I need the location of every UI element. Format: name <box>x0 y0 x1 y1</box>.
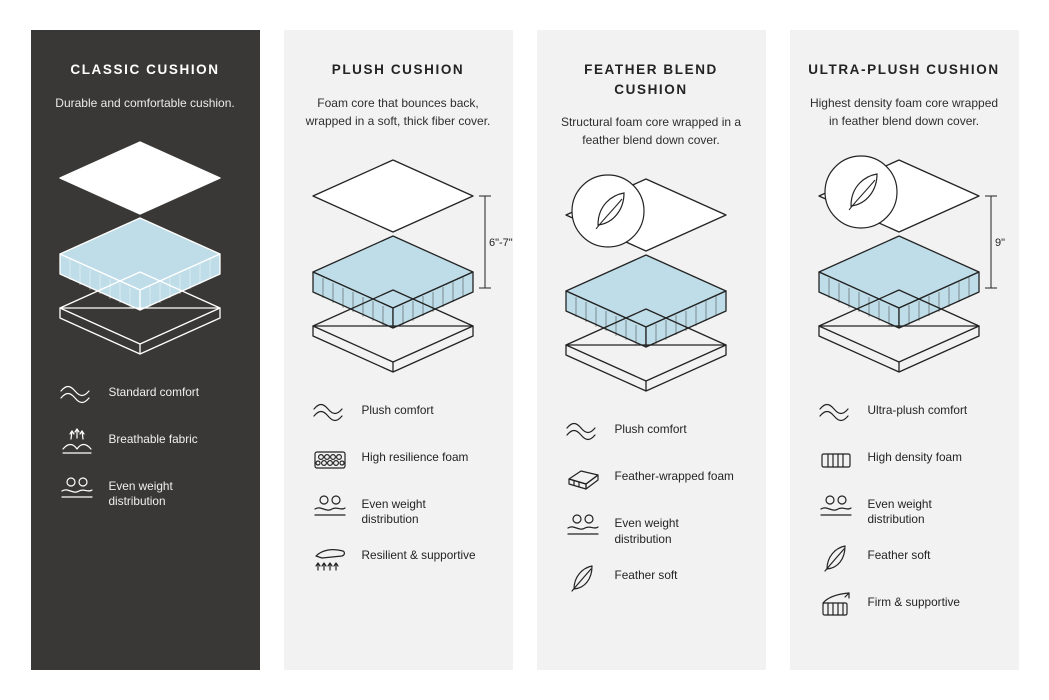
cushion-stack-illustration <box>293 140 513 390</box>
feature-list <box>49 378 242 511</box>
feature-item <box>310 443 495 477</box>
even-weight-icon <box>816 490 856 524</box>
feature-item <box>563 462 748 496</box>
wave-comfort-icon <box>57 378 97 412</box>
even-weight-icon <box>563 509 603 543</box>
feature-item <box>816 443 1001 477</box>
wave-comfort-icon <box>563 415 603 449</box>
breathable-fabric-icon <box>57 425 97 459</box>
feature-label: Even weight distribution <box>361 496 426 527</box>
feature-list <box>302 396 495 576</box>
leaf-badge <box>572 175 644 247</box>
density-foam-icon <box>816 443 856 477</box>
cushion-card-plush-cushion[interactable] <box>284 30 513 670</box>
cushion-stack-illustration <box>546 159 756 409</box>
feature-label: Breathable fabric <box>108 431 198 446</box>
feature-label: Firm & supportive <box>867 595 960 610</box>
cushion-stack-illustration <box>40 122 250 372</box>
card-description: Highest density foam core wrapped in feather blend down cover. <box>809 95 999 128</box>
cushion-card-ultra-plush-cushion[interactable] <box>790 30 1019 670</box>
feature-label: Even weight distribution <box>614 516 679 547</box>
card-description: Structural foam core wrapped in a feather blend down cover. <box>560 115 742 148</box>
feature-label: Plush comfort <box>361 402 434 417</box>
card-illustration <box>302 140 513 390</box>
cushion-card-feather-blend-cushion[interactable] <box>537 30 766 670</box>
feature-item <box>563 509 748 548</box>
feature-label: High density foam <box>867 449 962 464</box>
support-hand-icon <box>310 541 350 575</box>
feature-label: Feather soft <box>867 548 931 563</box>
even-weight-icon <box>310 490 350 524</box>
feature-label: Feather soft <box>614 567 678 582</box>
feature-item <box>816 541 1001 575</box>
feature-label: High resilience foam <box>361 449 469 464</box>
feature-item <box>57 378 242 412</box>
feature-item <box>563 415 748 449</box>
feature-item <box>816 588 1001 622</box>
card-description: Foam core that bounces back, wrapped in a soft, thick fiber cover. <box>305 95 491 128</box>
dimension-label: 9" <box>995 236 1006 249</box>
card-title: FEATHER BLEND CUSHION <box>584 62 718 97</box>
feature-item <box>57 425 242 459</box>
feature-label: Standard comfort <box>108 384 199 399</box>
feature-item <box>310 541 495 575</box>
feature-label: Even weight distribution <box>108 478 173 509</box>
wave-comfort-icon <box>816 396 856 430</box>
firm-support-icon <box>816 588 856 622</box>
feature-label: Feather-wrapped foam <box>614 469 734 484</box>
feather-icon <box>563 561 603 595</box>
feature-item <box>310 396 495 430</box>
feature-label: Ultra-plush comfort <box>867 402 968 417</box>
feature-list <box>808 396 1001 623</box>
honeycomb-foam-icon <box>310 443 350 477</box>
feature-label: Plush comfort <box>614 422 687 437</box>
feature-item <box>563 561 748 595</box>
feather-icon <box>816 541 856 575</box>
dimension-label: 6"-7" <box>489 236 513 249</box>
feature-item <box>816 396 1001 430</box>
cushion-card-classic-cushion[interactable] <box>31 30 260 670</box>
feature-item <box>310 490 495 529</box>
feature-item <box>57 472 242 511</box>
feature-item <box>816 490 1001 529</box>
wave-comfort-icon <box>310 396 350 430</box>
cushion-stack-illustration <box>799 140 1009 390</box>
feature-label: Resilient & supportive <box>361 548 476 563</box>
card-title: ULTRA-PLUSH CUSHION <box>808 62 1000 77</box>
card-illustration <box>808 140 1006 390</box>
leaf-badge <box>825 156 897 228</box>
foam-block-icon <box>563 462 603 496</box>
feature-list <box>555 415 748 595</box>
feature-label: Even weight distribution <box>867 496 932 527</box>
card-description: Durable and comfortable cushion. <box>55 95 235 110</box>
card-title: CLASSIC CUSHION <box>70 62 220 77</box>
card-illustration <box>555 159 748 409</box>
even-weight-icon <box>57 472 97 506</box>
card-illustration <box>49 122 242 372</box>
card-title: PLUSH CUSHION <box>331 62 465 77</box>
